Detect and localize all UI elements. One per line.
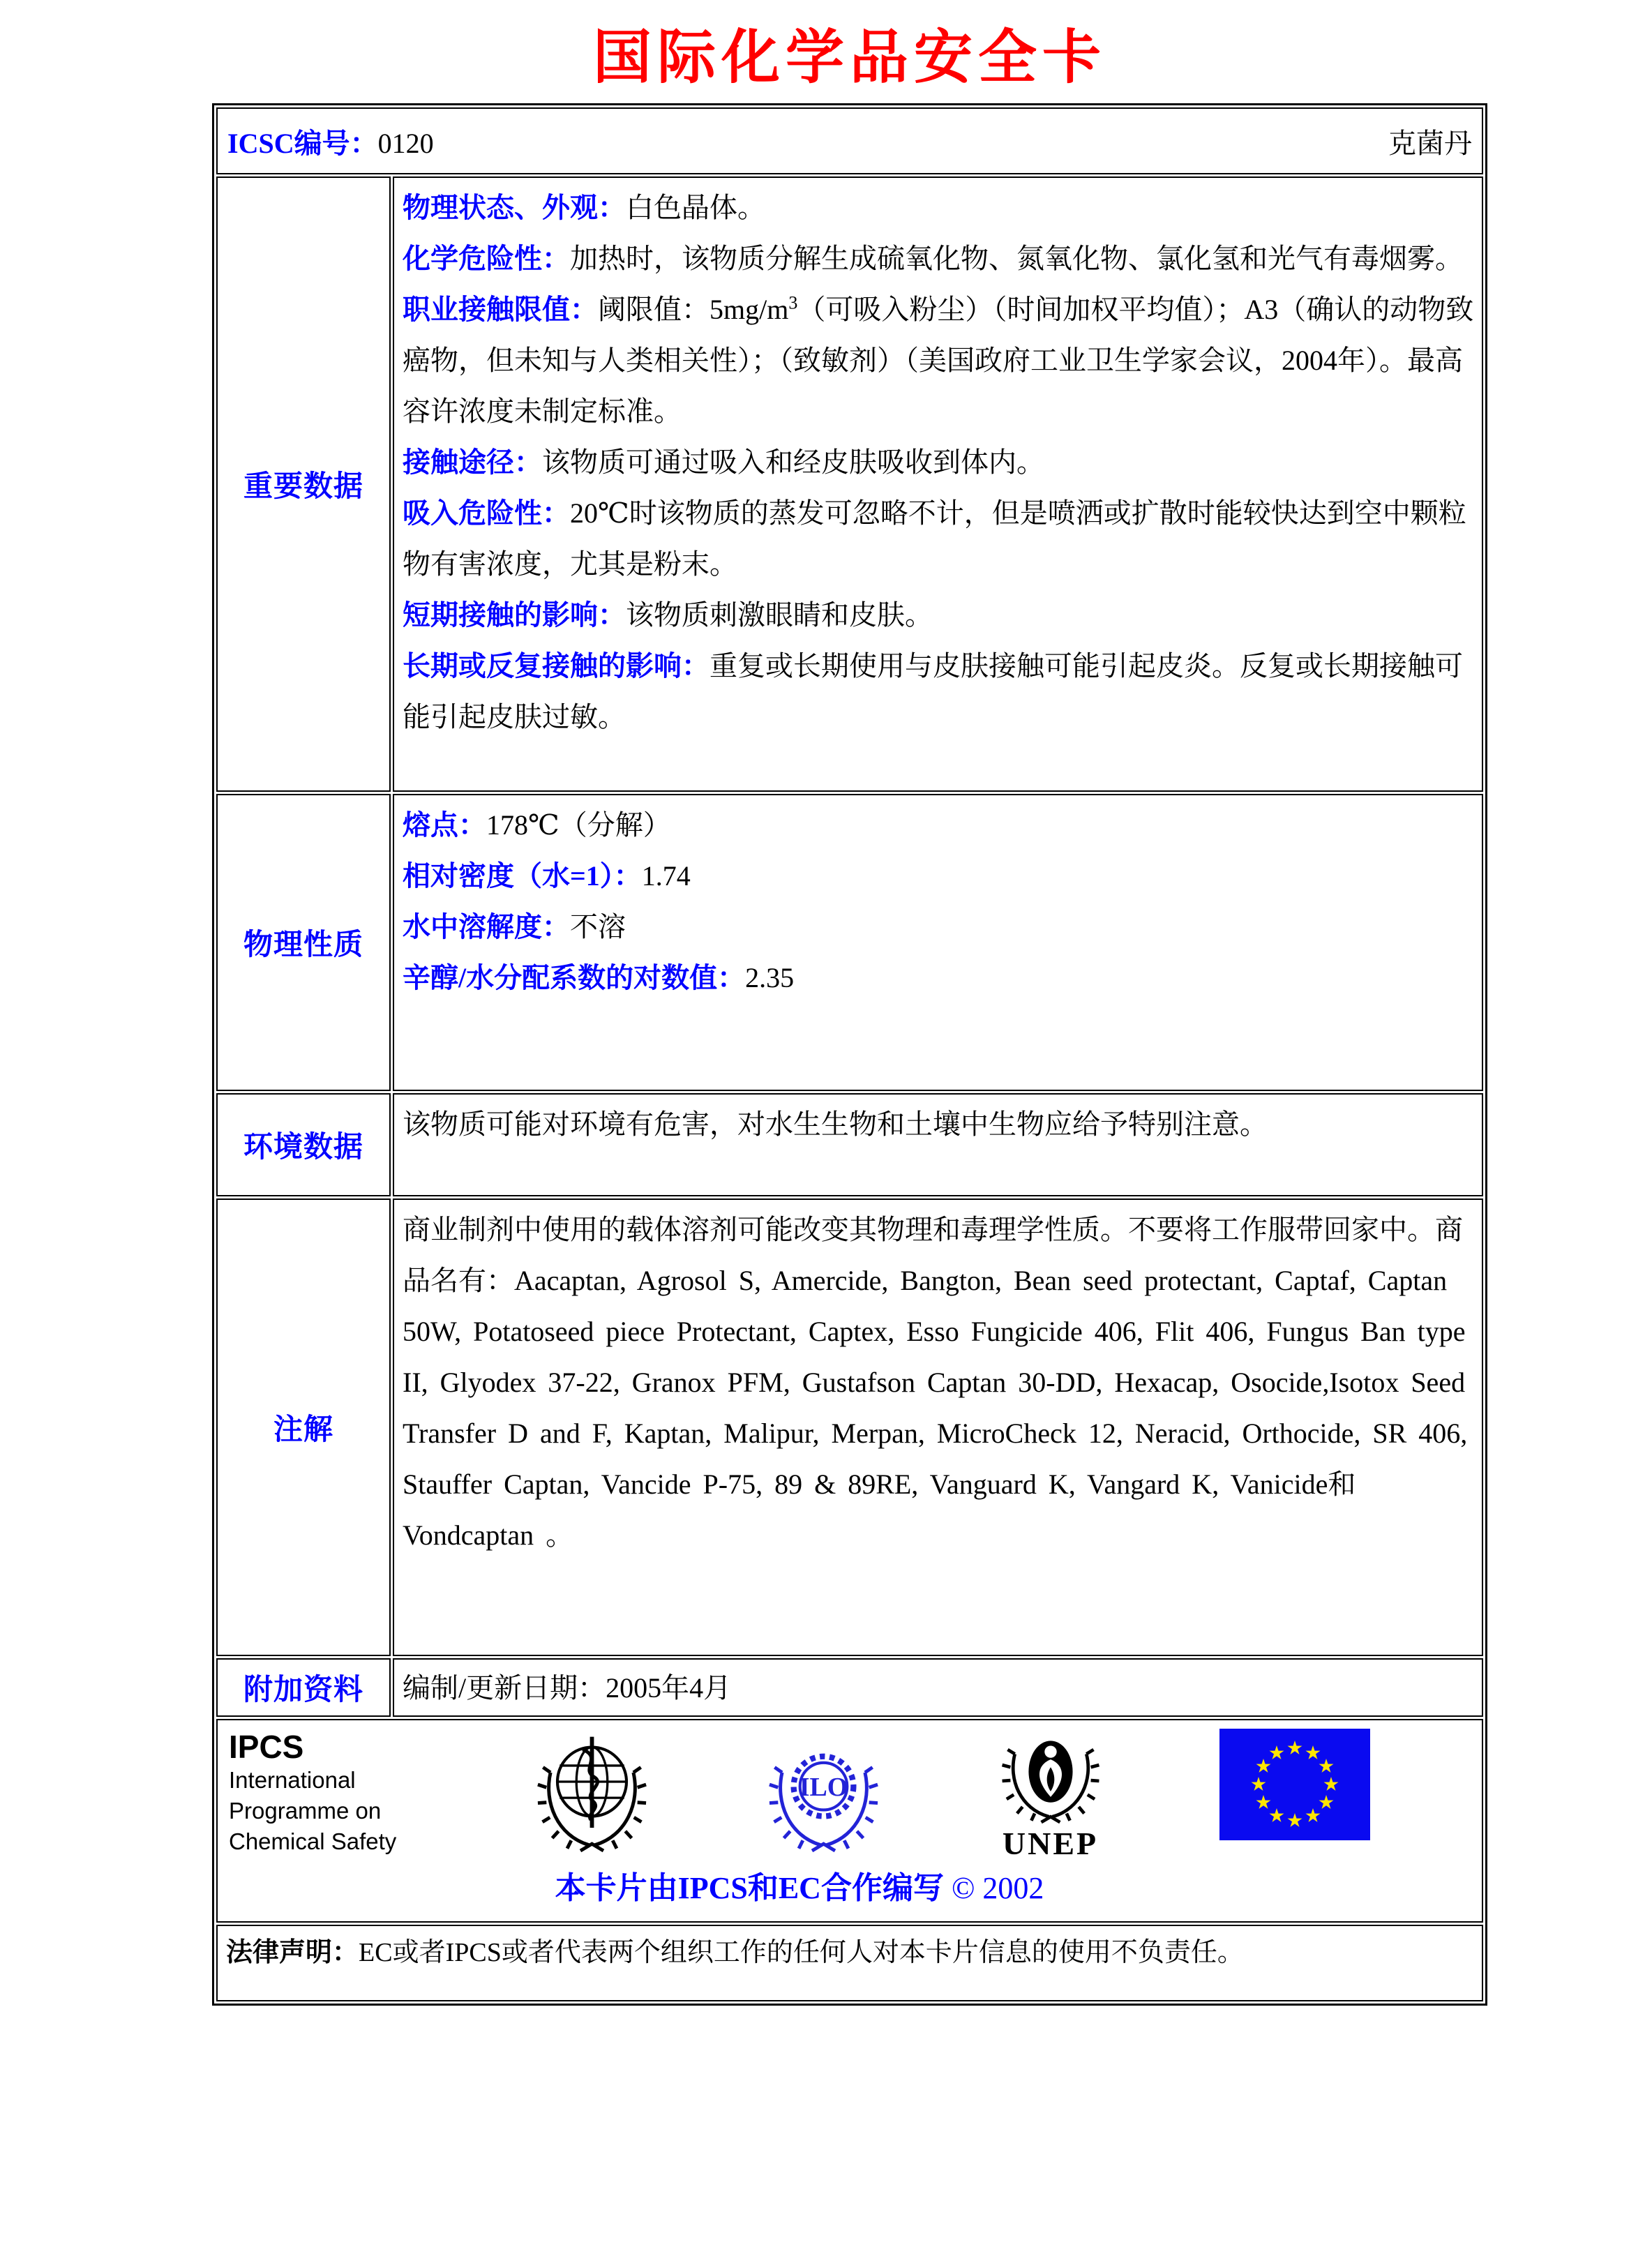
physical-properties-content [393,794,1483,1091]
icsc-table [212,103,1487,2006]
field-occupational-limits: 职业接触限值：阈限值：$5mg/m^3$（可吸入粉尘）（时间加权平均值）；A3（确认的动物致癌物，但未知与人类相关性）；（致敏剂）（美国政府工业卫生学家会议，2004年）。最高容许浓度未制定标准。 [403,293,1474,428]
row-label-additional-info: 附加资料 [216,1658,391,1717]
field-chemical-danger: 化学危险性：加热时，该物质分解生成硫氧化物、氮氧化物、氯化氢和光气有毒烟雾。 [403,243,1463,275]
legal-text: EC或者IPCS或者代表两个组织工作的任何人对本卡片信息的使用不负责任。 [359,1938,1244,1968]
row-legal [216,1925,1483,2001]
row-environmental-data [216,1093,1483,1196]
icsc-number-label: ICSC编号： [227,127,378,159]
copyright-text: © 2002 [951,1871,1044,1906]
row-label-important-data: 重要数据 [216,176,391,792]
row-notes [216,1198,1483,1656]
field-physical-state: 物理状态、外观：白色晶体。 [403,192,765,224]
row-label-notes: 注解 [216,1198,391,1656]
safety-card-sheet [212,27,1487,2006]
environment-text: 该物质可能对环境有危害，对水生生物和土壤中生物应给予特别注意。 [403,1109,1268,1141]
icsc-number [227,121,434,161]
ilo-logo-icon [766,1729,881,1861]
field-long-term-effects: 长期或反复接触的影响：重复或长期使用与皮肤接触可能引起皮炎。反复或长期接触可能引起皮肤过敏。 [403,650,1463,733]
additional-info-content [393,1658,1483,1717]
page-title: 国际化学品安全卡 [592,26,1106,91]
important-data-content [393,176,1483,792]
chemical-name: 克菌丹 [1388,127,1472,159]
field-water-solubility: 水中溶解度：不溶 [403,911,626,943]
eu-flag-icon [1219,1729,1370,1840]
row-additional-info [216,1658,1483,1717]
row-logos [216,1719,1483,1923]
icsc-number-value: 0120 [377,127,434,159]
ilo-letters: ILO [799,1773,848,1803]
logos-strip [229,1729,1370,1861]
legal-content [216,1925,1483,2001]
who-logo-icon [534,1729,649,1861]
ipcs-block [229,1729,417,1857]
ipcs-subtitle-line2: Programme on [229,1798,382,1824]
notes-content [393,1198,1483,1656]
ipcs-title: IPCS [229,1729,304,1766]
row-label-physical-properties: 物理性质 [216,794,391,1091]
row-important-data [216,176,1483,792]
unep-logo-icon [998,1729,1103,1828]
header-row [216,107,1483,174]
row-label-environmental-data: 环境数据 [216,1093,391,1196]
field-exposure-routes: 接触途径：该物质可通过吸入和经皮肤吸收到体内。 [403,446,1044,479]
update-date-text: 编制/更新日期：2005年4月 [403,1671,732,1704]
ipcs-subtitle-line1: International [229,1767,356,1794]
field-melting-point: 熔点：178℃（分解） [403,809,671,841]
field-inhalation-risk: 吸入危险性：20℃时该物质的蒸发可忽略不计，但是喷洒或扩散时能较快达到空中颗粒物有害浓度，尤其是粉末。 [403,497,1466,580]
unep-block [998,1729,1103,1860]
field-relative-density: 相对密度（水=1）：1.74 [403,860,691,892]
field-short-term-effects: 短期接触的影响：该物质刺激眼睛和皮肤。 [403,599,933,631]
notes-text: 商业制剂中使用的载体溶剂可能改变其物理和毒理学性质。不要将工作服带回家中。商品名有：Aacaptan, Agrosol S, Amercide, Bangton, Bean seed protectant, Captaf, Captan 50W, Potatoseed piece Protectant, Captex, Esso Fungicide 406, Flit 406, Fungus Ban type II, Glyodex 37-22, Granox PFM, Gustafson Captan 30-DD, Hexacap, Osocide,Isotox Seed Transfer D and F, Kaptan, Malipur, Merpan, MicroCheck 12, Neracid, Orthocide, SR 406, Stauffer Captan, Vancide P-75, 89 & 89RE, Vanguard K, Vangard K, Vanicide和Vondcaptan 。 [403,1214,1468,1551]
ipcs-subtitle-line3: Chemical Safety [229,1828,397,1855]
unep-word: UNEP [1002,1826,1099,1862]
row-physical-properties [216,794,1483,1091]
cooperation-caption: 本卡片由IPCS和EC合作编写 © 2002 [555,1871,1044,1906]
field-octanol-water: 辛醇/水分配系数的对数值：2.35 [403,962,795,994]
environmental-data-content [393,1093,1483,1196]
legal-label: 法律声明： [226,1938,359,1968]
